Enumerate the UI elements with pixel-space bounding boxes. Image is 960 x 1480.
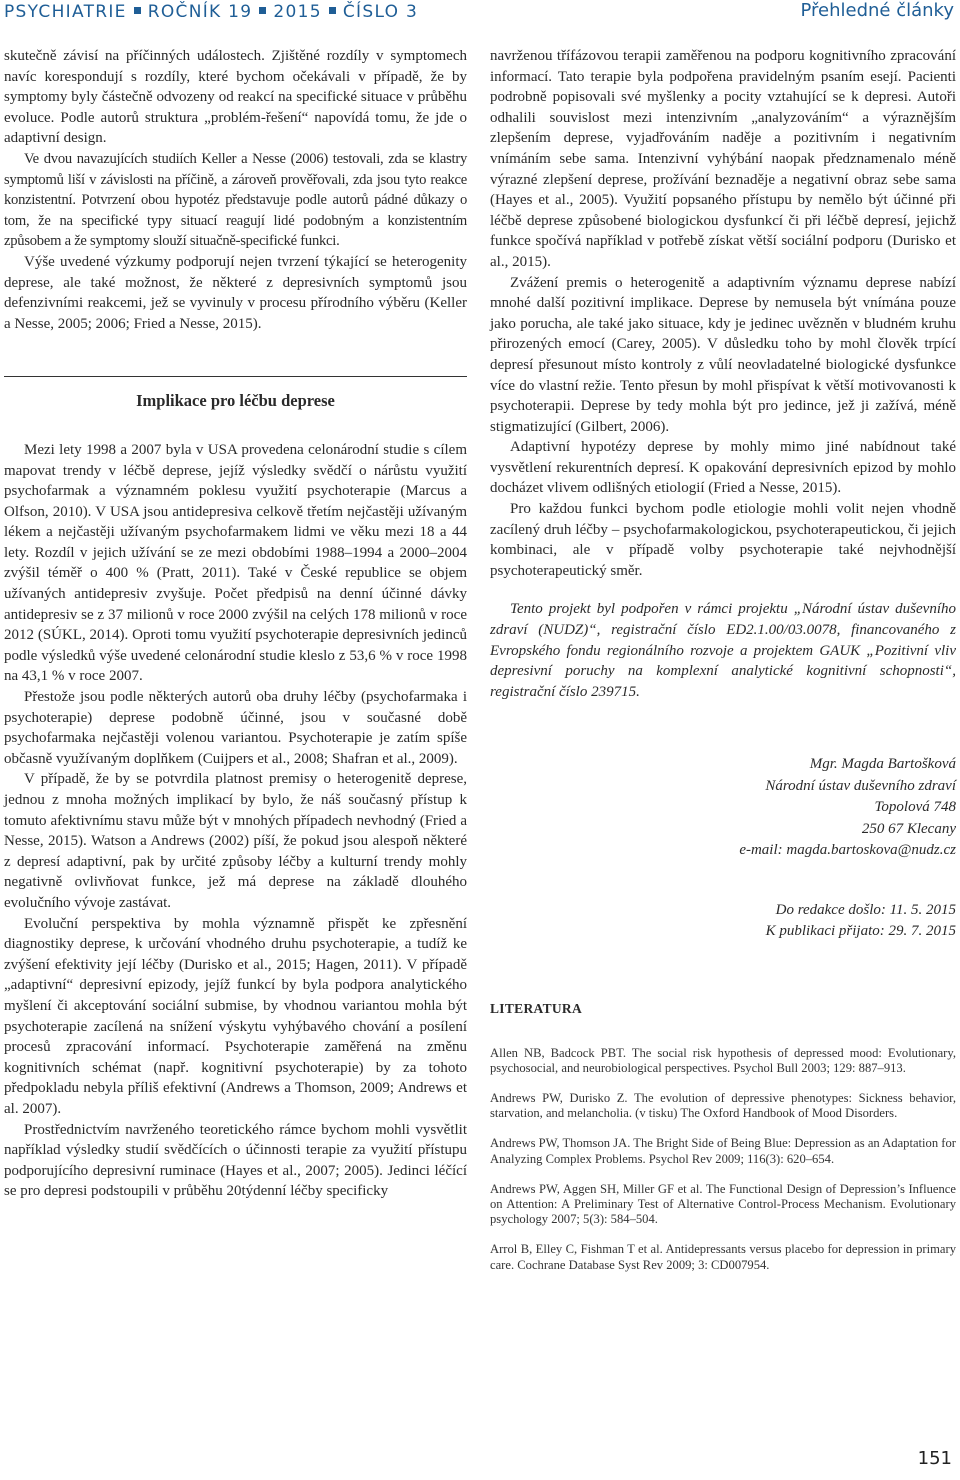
paragraph: Prostřednictvím navrženého teoretického rámce bychom mohli vysvětlit například výsledky studií svědčících o účinnosti terapie za využití přístupu podporujícího depresivní ruminace (Hayes et al., 2007; 2005). Jedinci léčící se pro depresi podstoupili v průběhu 20týdenní léčby specificky [4, 1121, 467, 1200]
paragraph: Výše uvedené výzkumy podporují nejen tvrzení týkající se heterogenity deprese, ale také možnost, že některé z depresivních symptomů jsou defenzivními reakcemi, jež se vyvinuly v procesu přírodního výběru (Keller a Nesse, 2005; 2006; Fried a Nesse, 2015). [4, 253, 467, 332]
reference-item: Allen NB, Badcock PBT. The social risk hypothesis of depressed mood: Evolutionary, psychosocial, and neurobiological perspectives. Psychol Bull 2003; 129: 887–913. [490, 1045, 956, 1075]
reference-item: Arrol B, Elley C, Fishman T et al. Antidepressants versus placebo for depression in primary care. Cochrane Database Syst Rev 2009; 3: CD007954. [490, 1242, 956, 1272]
paragraph: Zvážení premis o heterogenitě a adaptivním významu deprese nabízí mnohé další pozitivní implikace. Deprese by nemusela být vnímána pouze jako porucha, ale také jako situace, kdy je jedinec uvězněn v bludném kruhu přirozených emocí (Carey, 2005). V důsledku toho by mohl člověk trpící depresí přesunout místo kontroly z vůlí neovladatelné biologické dysfunkce více do vlastní režie. Tento přesun by mohl přispívat k větší motivovanosti k psychoterapii. Deprese by tedy mohla být pro jedince, jež ji zažívá, méně stigmatizující (Gilbert, 2006). [490, 274, 956, 435]
journal-title [4, 2, 418, 22]
volume-label: ROČNÍK 19 [147, 2, 253, 22]
square-bullet-icon [329, 7, 336, 14]
issue-label: ČÍSLO 3 [342, 2, 419, 22]
submission-dates [490, 900, 956, 943]
square-bullet-icon [134, 7, 141, 14]
paragraph: Pro každou funkci bychom podle etiologie mohli volit nejen vhodně zacílený druh léčby – psychofarmakologickou, psychoterapeutickou, či jejich kombinaci, ale v případě volby psychoterapie také nejvhodnější psychoterapeutický směr. [490, 501, 956, 579]
reference-item: Andrews PW, Thomson JA. The Bright Side of Being Blue: Depression as an Adaptation for Analyzing Complex Problems. Psychol Rev 2009; 116(3): 620–654. [490, 1136, 956, 1166]
author-street: Topolová 748 [874, 799, 956, 816]
page-header [0, 0, 960, 30]
author-name: Mgr. Magda Bartošková [809, 756, 956, 773]
received-date: Do redakce došlo: 11. 5. 2015 [775, 901, 956, 918]
left-column [4, 46, 467, 1202]
paragraph: Přestože jsou podle některých autorů oba druhy léčby (psychofarmaka i psychoterapie) deprese podobně účinné, jsou v současné době psychofarmaka nejčastěji volenou variantou. Psychoterapie je zatím spíše občasně využívaným doplňkem (Cuijpers et al., 2008; Shafran et al., 2009). [4, 689, 467, 767]
paragraph: navrženou třífázovou terapii zaměřenou na podporu kognitivního zpracování informací. Tato terapie byla podpořena pravidelným psaním esejí. Pacienti podrobně popisovali své myšlenky a pocity vztahující se k depresi. Autoři odhalili souvislost mezi intenzivním „analyzováním“ a výraznějším zlepšením deprese, vyjadřováním naděje a pozitivním i negativním vnímáním sebe sama. Intenzivní vyhýbání naopak předznamenalo méně výrazné zlepšení deprese, prožívání beznaděje a negativní obraz sebe sama (Hayes et al., 2005). Využití popsaného přístupu by nemělo být účinné při léčbě deprese způsobené biologickou dysfunkcí či při léčbě depresí, jejichž funkce spočívá například v potřebě získat větší sociální podporu (Durisko et al., 2015). [490, 48, 956, 270]
section-label: Přehledné články [800, 0, 954, 21]
page-number: 151 [917, 1448, 952, 1469]
acknowledgement [490, 599, 956, 702]
paragraph: Ve dvou navazujících studiích Keller a Nesse (2006) testovali, zda se klastry symptomů liší v závislosti na příčině, a zároveň prověřovali, zda jsou tyto reakce konzistentní. Potvrzení obou hypotéz představuje podle autorů pádné důkazy o tom, že na specifické typy situací reagují lidé podobným a konzistentním způsobem a že symptomy slouží situačně-specifické funkci. [4, 150, 467, 250]
author-institution: Národní ústav duševního zdraví [765, 777, 956, 794]
reference-item: Andrews PW, Aggen SH, Miller GF et al. The Functional Design of Depression’s Influence on Attention: A Preliminary Test of Alternative Control-Process Mechanism. Evolutionary psychology 2007; 5(3): 584–504. [490, 1181, 956, 1227]
references-heading: LITERATURA [490, 1000, 583, 1016]
acknowledgement-text: Tento projekt byl podpořen v rámci projektu „Národní ústav duševního zdraví (NUDZ)“, registrační číslo ED2.1.00/03.0078, financovaného z Evropského fondu regionálního rozvoje a projektem GAUK „Pozitivní vliv depresivní poruchy na komplexní analytické kognitivní schopnosti“, registrační číslo 239715. [490, 601, 956, 700]
section-divider [4, 376, 467, 377]
accepted-date: K publikaci přijato: 29. 7. 2015 [765, 923, 956, 940]
author-address [490, 754, 956, 862]
paragraph: skutečně závisí na příčinných událostech. Zjištěné rozdíly v symptomech navíc korespondují s rozdíly, které bychom očekávali v případě, že by symptomy byly částečně odvozeny od reakcí na specifické situace v průběhu evoluce. Podle autorů struktura „problém-řešení“ napovídá tomu, že jde o adaptivní design. [4, 48, 467, 147]
paragraph: V případě, že by se potvrdila platnost premisy o heterogenitě deprese, jednou z mnoha možných implikací by bylo, že náš současný přístup k tomuto afektivnímu stavu může být v mnohých případech nevhodný (Fried a Nesse, 2015). Watson a Andrews (2002) píší, že pokud jsou alespoň některé z depresí adaptivní, pak by určité způsoby léčby a kulturní trendy mohly negativně ovlivňovat funkce, jež má deprese na základě dlouhého evolučního vývoje zastávat. [4, 771, 467, 911]
paragraph: Mezi lety 1998 a 2007 byla v USA provedena celonárodní studie s cílem mapovat trendy v léčbě deprese, jejíž výsledky svědčí o nárůstu využití psychofarmak a významném poklesu využití psychoterapie (Marcus a Olfson, 2010). V USA jsou antidepresiva celkově třetím nejčastěji užívaným lékem a nejčastěji užívaným psychofarmakem lidmi ve věku mezi 18 a 44 lety. Rozdíl v jejich užívání se ze mezi obdobími 1988–1994 a 2000–2004 zvýšil téměř o 400 % (Pratt, 2011). Také v České republice se objem užívaných antidepresiv zvyšuje. Počet předpisů na denní účinné dávky antidepresiv se z 37 milionů v roce 2000 zvýšil na celých 178 milionů v roce 2012 (SÚKL, 2014). Oproti tomu využití psychoterapie depresivních jedinců podle výsledků výše uvedené celonárodní studie kleslo z 53,6 % v roce 1998 na 43,1 % v roce 2007. [4, 441, 467, 685]
author-city: 250 67 Klecany [861, 820, 956, 837]
paragraph: Adaptivní hypotézy deprese by mohly mimo jiné nabídnout také vysvětlení rekurentních depresí. K opakování depresivních epizod by mohlo docházet vlivem odlišných etiologií (Fried a Nesse, 2015). [490, 439, 956, 497]
right-column [490, 46, 956, 1288]
journal-name: PSYCHIATRIE [4, 2, 127, 22]
reference-item: Andrews PW, Durisko Z. The evolution of depressive phenotypes: Sickness behavior, starvation, and melancholia. (v tisku) The Oxford Handbook of Mood Disorders. [490, 1090, 956, 1121]
paragraph: Evoluční perspektiva by mohla významně přispět ke zpřesnění diagnostiky deprese, k určování vhodného druhu psychoterapie, a tudíž ke zvýšení efektivity její léčby (Durisko et al., 2015; Hagen, 2011). V případě „adaptivní“ depresivní epizody, jejíž funkcí by byla podpora analytického myšlení či akceptování sociální submise, by vhodnou variantou mohla být psychoterapie zacílená na snížení výskytu vyhýbavého chování a posílení procesů zpracování informací. Psychoterapie zaměřená na změnu kognitivních schémat (např. kognitivní psychoterapie) by za tohoto předpokladu nebyla příliš efektivní (Andrews a Thomson, 2009; Andrews et al. 2007). [4, 915, 467, 1117]
section-heading: Implikace pro léčbu deprese [136, 391, 335, 411]
square-bullet-icon [259, 7, 266, 14]
year-label: 2015 [273, 2, 322, 22]
author-email: e-mail: magda.bartoskova@nudz.cz [739, 842, 956, 859]
